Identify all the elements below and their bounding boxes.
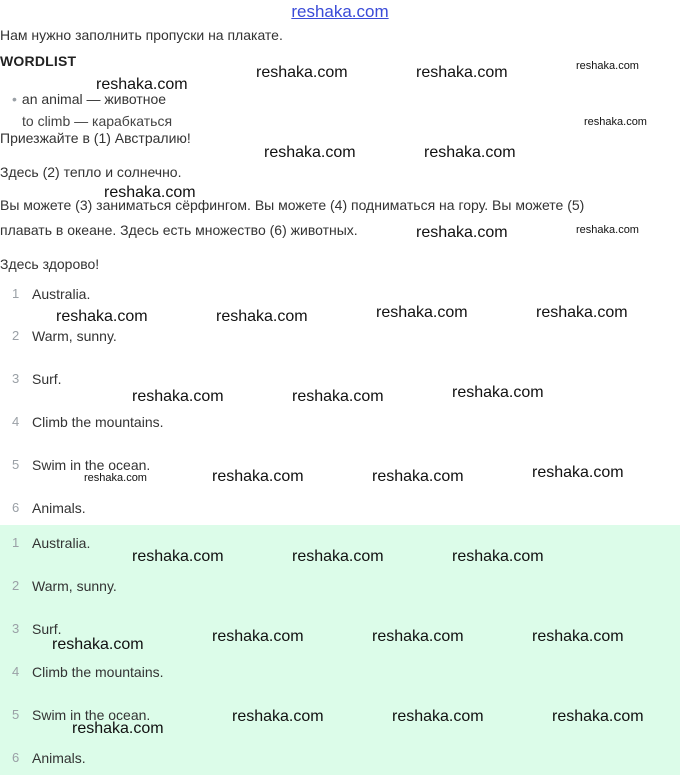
watermark-text: reshaka.com — [292, 548, 384, 565]
watermark-text: reshaka.com — [52, 636, 144, 653]
watermark-text: reshaka.com — [84, 472, 147, 484]
watermark-text: reshaka.com — [104, 184, 196, 201]
wordlist-title: WORDLIST — [0, 53, 77, 69]
watermark-text: reshaka.com — [416, 224, 508, 241]
watermark-text: reshaka.com — [212, 628, 304, 645]
watermark-text: reshaka.com — [96, 76, 188, 93]
bullet-icon: • — [12, 91, 17, 107]
watermark-text: reshaka.com — [424, 144, 516, 161]
watermark-text: reshaka.com — [132, 388, 224, 405]
watermark-text: reshaka.com — [56, 308, 148, 325]
watermark-text: reshaka.com — [256, 64, 348, 81]
poster-line: Вы можете (3) заниматься сёрфингом. Вы можете (4) подниматься на гору. Вы можете (5) — [0, 197, 585, 213]
task-intro: Нам нужно заполнить пропуски на плакате. — [0, 27, 283, 43]
watermark-text: reshaka.com — [212, 468, 304, 485]
watermark-text: reshaka.com — [532, 628, 624, 645]
site-logo-link[interactable]: reshaka.com — [291, 2, 389, 21]
watermark-text: reshaka.com — [216, 308, 308, 325]
watermark-text: reshaka.com — [536, 304, 628, 321]
watermark-text: reshaka.com — [552, 708, 644, 725]
watermark-text: reshaka.com — [264, 144, 356, 161]
poster-line: Здесь здорово! — [0, 256, 100, 272]
watermark-text: reshaka.com — [372, 468, 464, 485]
watermark-text: reshaka.com — [576, 224, 639, 236]
watermark-text: reshaka.com — [376, 304, 468, 321]
wordlist-item-cut: to climb — карабкаться — [22, 113, 173, 129]
watermark-text: reshaka.com — [392, 708, 484, 725]
watermark-text: reshaka.com — [132, 548, 224, 565]
watermark-text: reshaka.com — [72, 720, 164, 737]
watermark-text: reshaka.com — [372, 628, 464, 645]
answer-list: 1 Australia. 2 Warm, sunny. 3 Surf. 4 Climb the mountains. 5 Swim in the ocean. 6 Animals. — [12, 286, 164, 516]
poster-line: Приезжайте в (1) Австралию! — [0, 130, 191, 146]
watermark-text: reshaka.com — [576, 60, 639, 72]
poster-line: плавать в океане. Здесь есть множество (6) животных. — [0, 222, 358, 238]
watermark-text: reshaka.com — [584, 116, 647, 128]
poster-line: Здесь (2) тепло и солнечно. — [0, 164, 182, 180]
watermark-text: reshaka.com — [452, 548, 544, 565]
watermark-text: reshaka.com — [292, 388, 384, 405]
watermark-text: reshaka.com — [532, 464, 624, 481]
watermark-text: reshaka.com — [232, 708, 324, 725]
answer-list-highlighted: 1 Australia. 2 Warm, sunny. 3 Surf. 4 Climb the mountains. 5 Swim in the ocean. 6 Animals. — [0, 525, 680, 775]
watermark-text: reshaka.com — [416, 64, 508, 81]
watermark-text: reshaka.com — [452, 384, 544, 401]
wordlist-item-text: an animal — животное — [21, 91, 167, 107]
